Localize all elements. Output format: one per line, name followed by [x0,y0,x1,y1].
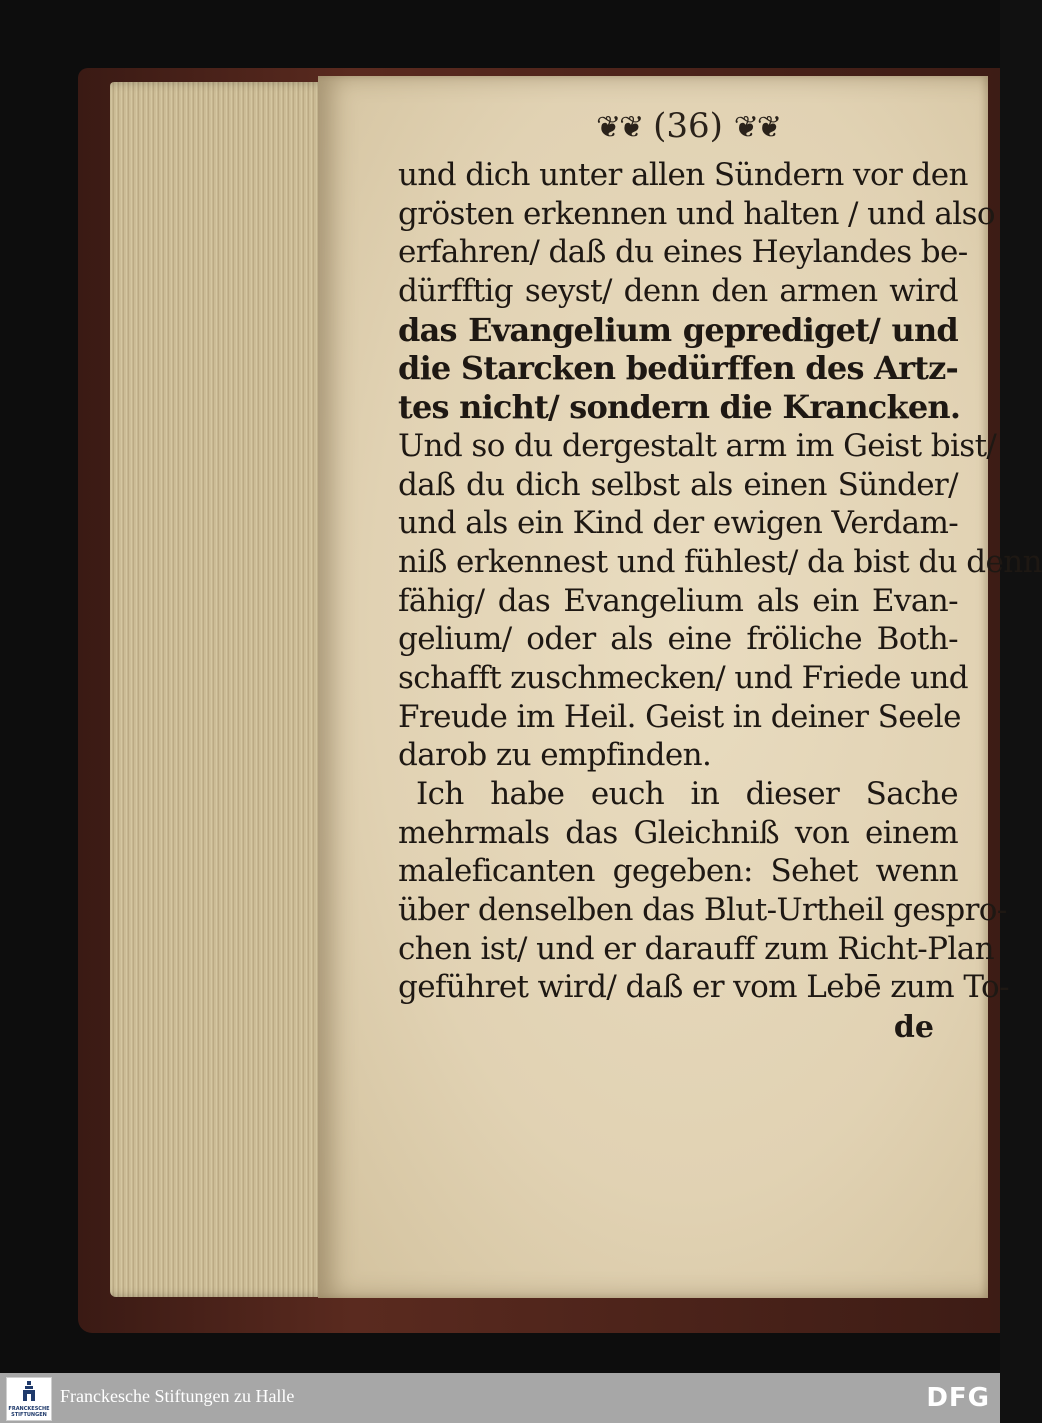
book-page [318,76,1042,1298]
text-line: fähig/ das Evangelium als ein Evan- [398,582,958,619]
footer-bar [0,1373,1000,1423]
page-number [588,106,788,146]
text-line: geführet wird/ daß er vom Lebē zum To- [398,969,1009,1006]
text-line: maleficanten gegeben: Sehet wenn [398,853,958,890]
text-line: darob zu empfinden. [398,737,712,774]
text-line: mehrmals das Gleichniß von einem [398,814,958,851]
text-line: daß du dich selbst als einen Sünder/ [398,466,958,503]
text-line: über denselben das Blut-Urtheil gespro- [398,892,1007,929]
text-line: schafft zuschmecken/ und Friede und [398,659,969,696]
page-edges [110,82,330,1297]
text-line: chen ist/ und er darauff zum Richt-Plan [398,930,994,967]
text-line: Freude im Heil. Geist in deiner Seele [398,698,961,735]
text-line: die Starcken bedürffen des Artz- [398,349,958,388]
dfg-logo[interactable]: DFG [926,1383,990,1413]
page-number-text: (36) [653,106,723,146]
ornament-left-icon: ❦❦ [596,110,643,145]
text-line: das Evangelium geprediget/ und [398,310,958,349]
text-line: grösten erkennen und halten / und also [398,195,995,232]
catchword: de [893,1010,934,1045]
institution-logo[interactable] [6,1377,52,1421]
text-line: und dich unter allen Sündern vor den [398,157,968,193]
institution-link[interactable]: Franckesche Stiftungen zu Halle [60,1386,295,1406]
building-icon [22,1381,36,1403]
text-line: tes nicht/ sondern die Krancken. [398,388,961,427]
text-block [398,156,1042,1007]
ornament-right-icon: ❦❦ [733,110,780,145]
text-line: und als ein Kind der ewigen Verdam- [398,505,959,542]
text-line: Und so du dergestalt arm im Geist bist/ [398,427,997,464]
text-line: gelium/ oder als eine fröliche Both- [398,621,958,658]
text-line: dürfftig seyst/ denn den armen wird [398,273,958,310]
logo-text: FRANCKESCHE STIFTUNGEN [8,1406,50,1418]
text-line: erfahren/ daß du eines Heylandes be- [398,234,968,271]
text-line: niß erkennest und fühlest/ da bist du denn [398,543,1042,580]
text-line: Ich habe euch in dieser Sache [416,776,958,812]
